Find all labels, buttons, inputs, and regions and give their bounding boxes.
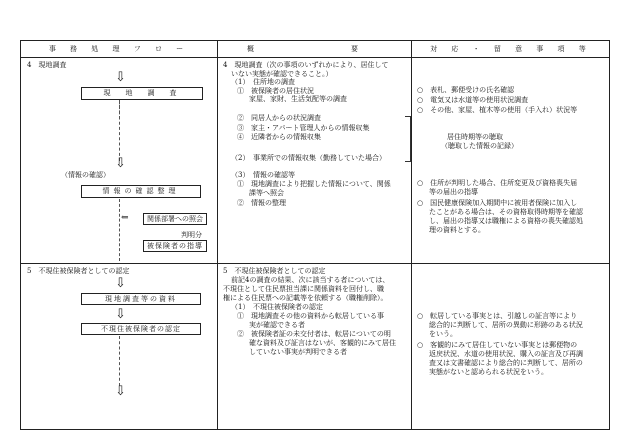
summary5-line-5: （1） 不現住被保険者の認定 bbox=[231, 303, 323, 311]
arrow-down-icon: ⇩ bbox=[115, 70, 126, 85]
notes4-line-9: たことがある場合は、その資格取得時期等を確認 bbox=[429, 208, 583, 216]
confirm-label: （情報の確認） bbox=[61, 171, 110, 179]
summary5-line-2: 前記4の調査の結果、次に該当する者については、 bbox=[231, 276, 390, 284]
summary5-line-10: していない事実が判明できる者 bbox=[249, 348, 347, 356]
summary4-line-5: 家屋、家財、生活気配等の調査 bbox=[249, 95, 347, 103]
column-divider-1 bbox=[217, 41, 218, 429]
notes4-line-4: 居住時期等の聴取 bbox=[447, 133, 503, 141]
box-nonresident-cert: 不現住被保険者の認定 bbox=[81, 323, 201, 335]
box-survey-materials: 現地調査等の資料 bbox=[81, 293, 201, 305]
notes4-line-7: 等の届出の指導 bbox=[429, 188, 478, 196]
notes5-line-3: をいう。 bbox=[429, 330, 457, 338]
summary4-line-4: ① 被保険者の居住状況 bbox=[237, 86, 314, 95]
header-flow: 事 務 処 理 フ ロ ー bbox=[48, 45, 190, 53]
summary5-line-8: ② 被保険者証の未交付者は、転居についての明 bbox=[237, 330, 391, 338]
summary4-line-8: ④ 近隣者からの情報収集 bbox=[237, 133, 321, 141]
summary5-line-7: 実が確認できる者 bbox=[249, 321, 305, 329]
notes4-line-2: ○ 電気又は水道等の使用状況調査 bbox=[417, 96, 529, 104]
arrow-down-icon: ⇩ bbox=[115, 276, 126, 291]
summary5-line-3: 不現住として住民票担当課に関係資料を回付し、職 bbox=[223, 285, 384, 293]
summary5-line-6: ① 現地調査その他の資料から転居している事 bbox=[237, 312, 384, 320]
procedure-table bbox=[20, 40, 610, 430]
summary4-line-11: ① 現地調査により把握した情報について、関係 bbox=[237, 180, 391, 188]
arrow-left-icon: ⇐ bbox=[121, 213, 129, 223]
header-summary: 概 要 bbox=[247, 45, 364, 53]
notes4-line-1: ○ 表札、郵便受けの氏名確認 bbox=[417, 86, 515, 94]
summary4-line-13: ② 情報の整理 bbox=[237, 199, 286, 207]
box-site-survey: 現 地 調 査 bbox=[81, 87, 203, 100]
notes4-line-8: ○ 国民健康保険加入期間中に被用者保険に加入し bbox=[417, 199, 578, 207]
flow-title-5: 5 不現住被保険者としての認定 bbox=[27, 267, 130, 275]
summary5-line-9: 確な資料及び証言はないが、客観的にみて居住 bbox=[249, 339, 396, 347]
summary5-line-1: 5 不現住被保険者としての認定 bbox=[223, 267, 326, 275]
summary4-line-10: （3） 情報の確認等 bbox=[231, 171, 295, 179]
flow-title-4: 4 現地調査 bbox=[27, 61, 67, 69]
notes5-line-5: 返戻状況、水道の使用状況、購入の証言及び再調 bbox=[429, 350, 583, 358]
notes4-line-6: ○ 住所が判明した場合、住所変更及び資格喪失届 bbox=[417, 179, 578, 187]
arrow-down-icon: ⇩ bbox=[115, 384, 126, 399]
notes5-line-2: 総合的に判断して、居所の異動に形跡のある状況 bbox=[429, 321, 583, 329]
notes5-line-1: ○ 転居している事実とは、引越しの証言等により bbox=[417, 312, 578, 320]
notes4-line-10: し、届出の指導又は職権による資格の喪失確認処 bbox=[429, 217, 583, 225]
summary4-line-3: （1） 住所地の調査 bbox=[231, 78, 295, 86]
notes4-line-3: ○ その他、家屋、植木等の使用（手入れ）状況等 bbox=[417, 106, 578, 114]
summary4-line-6: ② 同居人からの状況調査 bbox=[237, 114, 321, 122]
summary4-line-2: いない実態が確認できること。） bbox=[231, 69, 333, 78]
notes5-line-4: ○ 客観的にみて居住していない事実とは郵便物の bbox=[417, 341, 578, 349]
notes5-line-6: 査又は文書確認により総合的に判断して、居所の bbox=[429, 359, 583, 367]
notes4-line-5: （聴取した情報の記録） bbox=[441, 142, 518, 150]
arrow-down-icon: ⇩ bbox=[115, 307, 126, 322]
summary4-line-12: 課等へ照会 bbox=[249, 188, 284, 197]
summary4-line-7: ③ 家主・アパート管理人からの情報収集 bbox=[237, 124, 370, 132]
column-divider-2 bbox=[411, 41, 412, 429]
header-notes: 対 応 ・ 留 意 事 項 等 bbox=[430, 45, 592, 53]
judge-label: 判明分 bbox=[181, 231, 202, 239]
box-info-check: 情報の確認整理 bbox=[81, 185, 201, 198]
box-insured-guidance: 被保険者の指導 bbox=[143, 240, 207, 252]
summary5-line-4: 権による住民票への記載等を依頼する（職権削除）。 bbox=[223, 294, 388, 302]
notes4-line-11: 理の資料とする。 bbox=[429, 226, 485, 234]
header-divider bbox=[21, 57, 609, 58]
box-dept-inquiry: 関係部署への照会 bbox=[143, 213, 207, 225]
summary4-line-1: 4 現地調査（次の事項のいずれかにより、居住して bbox=[223, 61, 389, 69]
section-divider bbox=[21, 263, 609, 264]
bracket bbox=[405, 116, 411, 162]
summary4-line-9: （2） 事業所での情報収集（勤務していた場合） bbox=[231, 154, 386, 162]
notes5-line-7: 実態がないと認められる状況をいう。 bbox=[429, 368, 548, 376]
arrow-down-icon: ⇩ bbox=[115, 156, 126, 171]
